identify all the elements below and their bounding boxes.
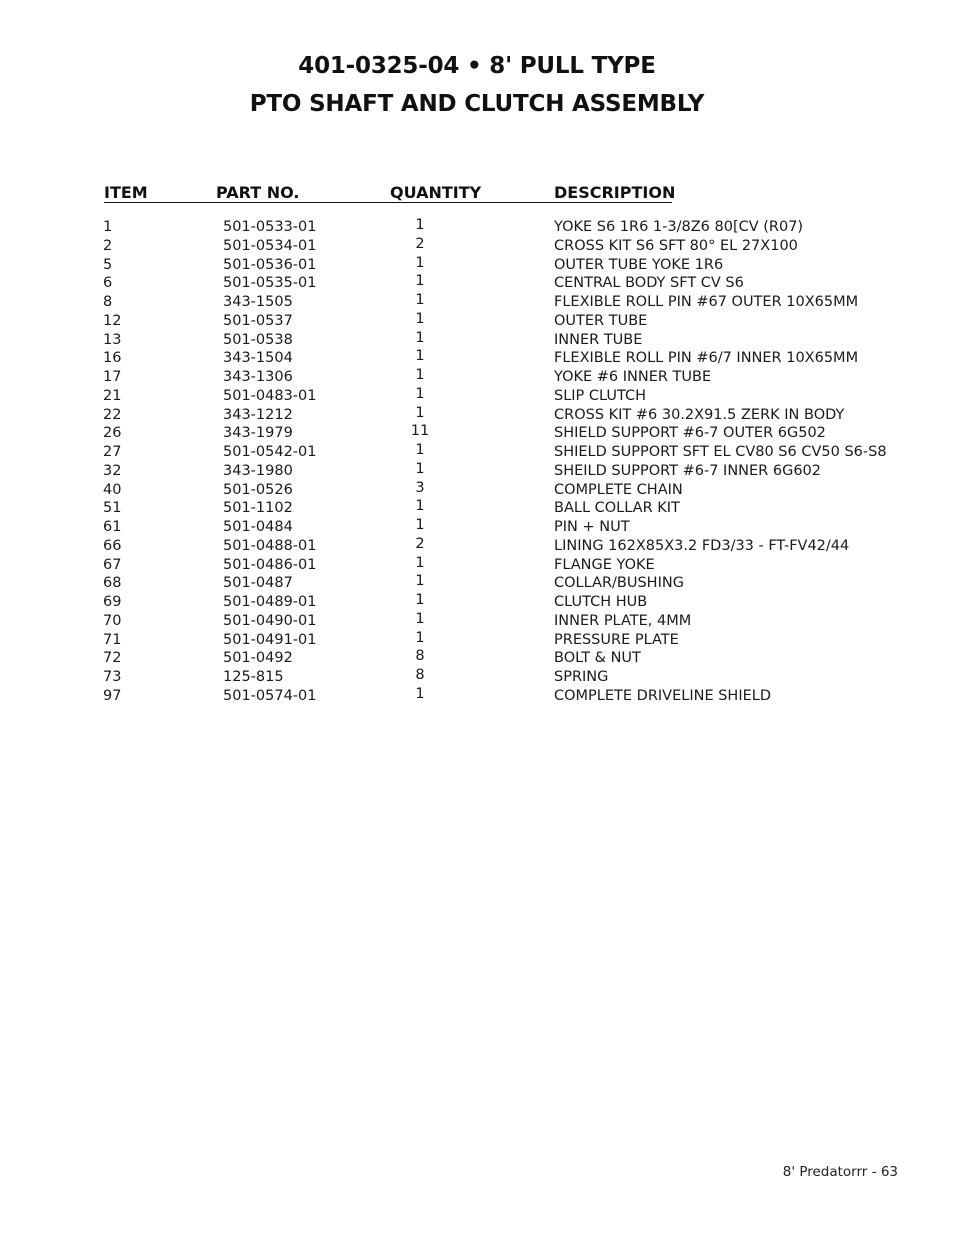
item-number: 8 <box>103 294 113 310</box>
quantity: 1 <box>415 442 425 458</box>
part-number: 501-0574-01 <box>223 687 317 704</box>
item-number: 21 <box>103 387 122 404</box>
item-number: 72 <box>103 650 122 667</box>
table-row <box>0 499 954 518</box>
description: CENTRAL BODY SFT CV S6 <box>554 275 744 292</box>
part-number: 343-1505 <box>223 294 293 310</box>
table-row <box>0 256 954 275</box>
column-header-part-no: PART NO. <box>208 183 390 203</box>
item-number: 66 <box>103 537 122 554</box>
table-row <box>0 312 954 331</box>
table-row <box>0 406 954 425</box>
part-number: 343-1504 <box>223 350 293 367</box>
part-number: 501-0487 <box>223 575 293 592</box>
table-row <box>0 462 954 481</box>
column-header-quantity: QUANTITY <box>382 183 554 203</box>
page-footer: 8' Predatorrr - 63 <box>782 1164 898 1180</box>
part-number: 501-0488-01 <box>223 537 317 554</box>
part-number: 501-0535-01 <box>223 275 317 292</box>
description: YOKE S6 1R6 1-3/8Z6 80[CV (R07) <box>554 219 804 235</box>
description: SLIP CLUTCH <box>554 387 647 404</box>
quantity: 1 <box>415 629 425 646</box>
quantity: 1 <box>415 573 425 590</box>
quantity: 1 <box>415 517 425 533</box>
table-row <box>0 668 954 687</box>
quantity: 1 <box>415 610 425 627</box>
description: CROSS KIT S6 SFT 80° EL 27X100 <box>554 237 798 254</box>
part-number: 501-0534-01 <box>223 237 317 254</box>
part-number: 501-0537 <box>223 312 293 329</box>
quantity: 1 <box>415 292 425 308</box>
table-row <box>0 274 954 293</box>
description: SPRING <box>554 669 609 685</box>
table-row <box>0 443 954 462</box>
quantity: 8 <box>415 648 425 665</box>
part-number: 343-1212 <box>223 406 293 423</box>
description: COMPLETE DRIVELINE SHIELD <box>554 687 772 704</box>
page-title: 401-0325-04 • 8' PULL TYPE <box>298 53 656 79</box>
column-header-description: DESCRIPTION <box>546 183 672 203</box>
part-number: 501-0538 <box>223 331 293 348</box>
item-number: 17 <box>103 369 122 385</box>
item-number: 70 <box>103 612 122 629</box>
table-row <box>0 687 954 706</box>
part-number: 343-1980 <box>223 462 293 479</box>
part-number: 501-0489-01 <box>223 594 317 610</box>
description: SHIELD SUPPORT SFT EL CV80 S6 CV50 S6-S8 <box>554 444 887 460</box>
table-row <box>0 631 954 650</box>
item-number: 5 <box>103 256 113 273</box>
part-number: 501-0483-01 <box>223 387 317 404</box>
table-row <box>0 387 954 406</box>
quantity: 1 <box>415 273 425 290</box>
quantity: 1 <box>415 329 425 346</box>
item-number: 40 <box>103 481 122 498</box>
quantity: 1 <box>415 367 425 383</box>
page-subtitle: PTO SHAFT AND CLUTCH ASSEMBLY <box>249 91 705 117</box>
item-number: 68 <box>103 575 122 592</box>
part-number: 343-1306 <box>223 369 293 385</box>
item-number: 22 <box>103 406 122 423</box>
description: BALL COLLAR KIT <box>554 500 680 517</box>
part-number: 501-0536-01 <box>223 256 317 273</box>
table-row <box>0 537 954 556</box>
table-row <box>0 556 954 575</box>
quantity: 1 <box>415 685 425 702</box>
item-number: 32 <box>103 462 122 479</box>
description: COLLAR/BUSHING <box>554 575 684 592</box>
item-number: 97 <box>103 687 122 704</box>
quantity: 1 <box>415 404 425 421</box>
description: SHIELD SUPPORT #6-7 OUTER 6G502 <box>554 425 826 442</box>
table-row <box>0 593 954 612</box>
quantity: 1 <box>415 217 425 233</box>
quantity: 8 <box>415 667 425 683</box>
description: FLANGE YOKE <box>554 556 655 573</box>
description: CROSS KIT #6 30.2X91.5 ZERK IN BODY <box>554 406 845 423</box>
table-row <box>0 518 954 537</box>
table-row <box>0 481 954 500</box>
description: OUTER TUBE <box>554 312 648 329</box>
description: YOKE #6 INNER TUBE <box>554 369 712 385</box>
quantity: 1 <box>415 385 425 402</box>
item-number: 16 <box>103 350 122 367</box>
item-number: 2 <box>103 237 113 254</box>
item-number: 27 <box>103 444 122 460</box>
quantity: 3 <box>415 479 425 496</box>
part-number: 501-0492 <box>223 650 293 667</box>
part-number: 501-0542-01 <box>223 444 317 460</box>
part-number: 501-1102 <box>223 500 293 517</box>
item-number: 71 <box>103 631 122 648</box>
quantity: 1 <box>415 498 425 515</box>
description: PRESSURE PLATE <box>554 631 679 648</box>
quantity: 1 <box>415 460 425 477</box>
part-number: 501-0526 <box>223 481 293 498</box>
description: COMPLETE CHAIN <box>554 481 683 498</box>
quantity: 1 <box>415 310 425 327</box>
description: BOLT & NUT <box>554 650 641 667</box>
part-number: 501-0491-01 <box>223 631 317 648</box>
item-number: 51 <box>103 500 122 517</box>
description: FLEXIBLE ROLL PIN #67 OUTER 10X65MM <box>554 294 859 310</box>
description: PIN + NUT <box>554 519 630 535</box>
description: LINING 162X85X3.2 FD3/33 - FT-FV42/44 <box>554 537 850 554</box>
description: SHEILD SUPPORT #6-7 INNER 6G602 <box>554 462 821 479</box>
table-row <box>0 574 954 593</box>
quantity: 2 <box>415 535 425 552</box>
quantity: 1 <box>415 554 425 571</box>
part-number: 343-1979 <box>223 425 293 442</box>
quantity: 1 <box>415 592 425 608</box>
item-number: 67 <box>103 556 122 573</box>
table-row <box>0 349 954 368</box>
table-row <box>0 612 954 631</box>
description: INNER PLATE, 4MM <box>554 612 692 629</box>
quantity: 2 <box>415 235 425 252</box>
part-number: 501-0484 <box>223 519 293 535</box>
item-number: 26 <box>103 425 122 442</box>
description: FLEXIBLE ROLL PIN #6/7 INNER 10X65MM <box>554 350 859 367</box>
description: INNER TUBE <box>554 331 643 348</box>
part-number: 501-0486-01 <box>223 556 317 573</box>
part-number: 501-0533-01 <box>223 219 317 235</box>
quantity: 1 <box>415 254 425 271</box>
item-number: 73 <box>103 669 122 685</box>
part-number: 501-0490-01 <box>223 612 317 629</box>
item-number: 1 <box>103 219 113 235</box>
column-header-item: ITEM <box>104 183 208 203</box>
item-number: 69 <box>103 594 122 610</box>
table-row <box>0 218 954 237</box>
item-number: 13 <box>103 331 122 348</box>
table-row <box>0 368 954 387</box>
item-number: 61 <box>103 519 122 535</box>
description: CLUTCH HUB <box>554 594 648 610</box>
table-row <box>0 424 954 443</box>
quantity: 1 <box>415 348 425 365</box>
item-number: 6 <box>103 275 113 292</box>
description: OUTER TUBE YOKE 1R6 <box>554 256 724 273</box>
table-row <box>0 649 954 668</box>
part-number: 125-815 <box>223 669 284 685</box>
quantity: 11 <box>410 423 430 440</box>
item-number: 12 <box>103 312 122 329</box>
table-row <box>0 331 954 350</box>
table-row <box>0 237 954 256</box>
table-row <box>0 293 954 312</box>
